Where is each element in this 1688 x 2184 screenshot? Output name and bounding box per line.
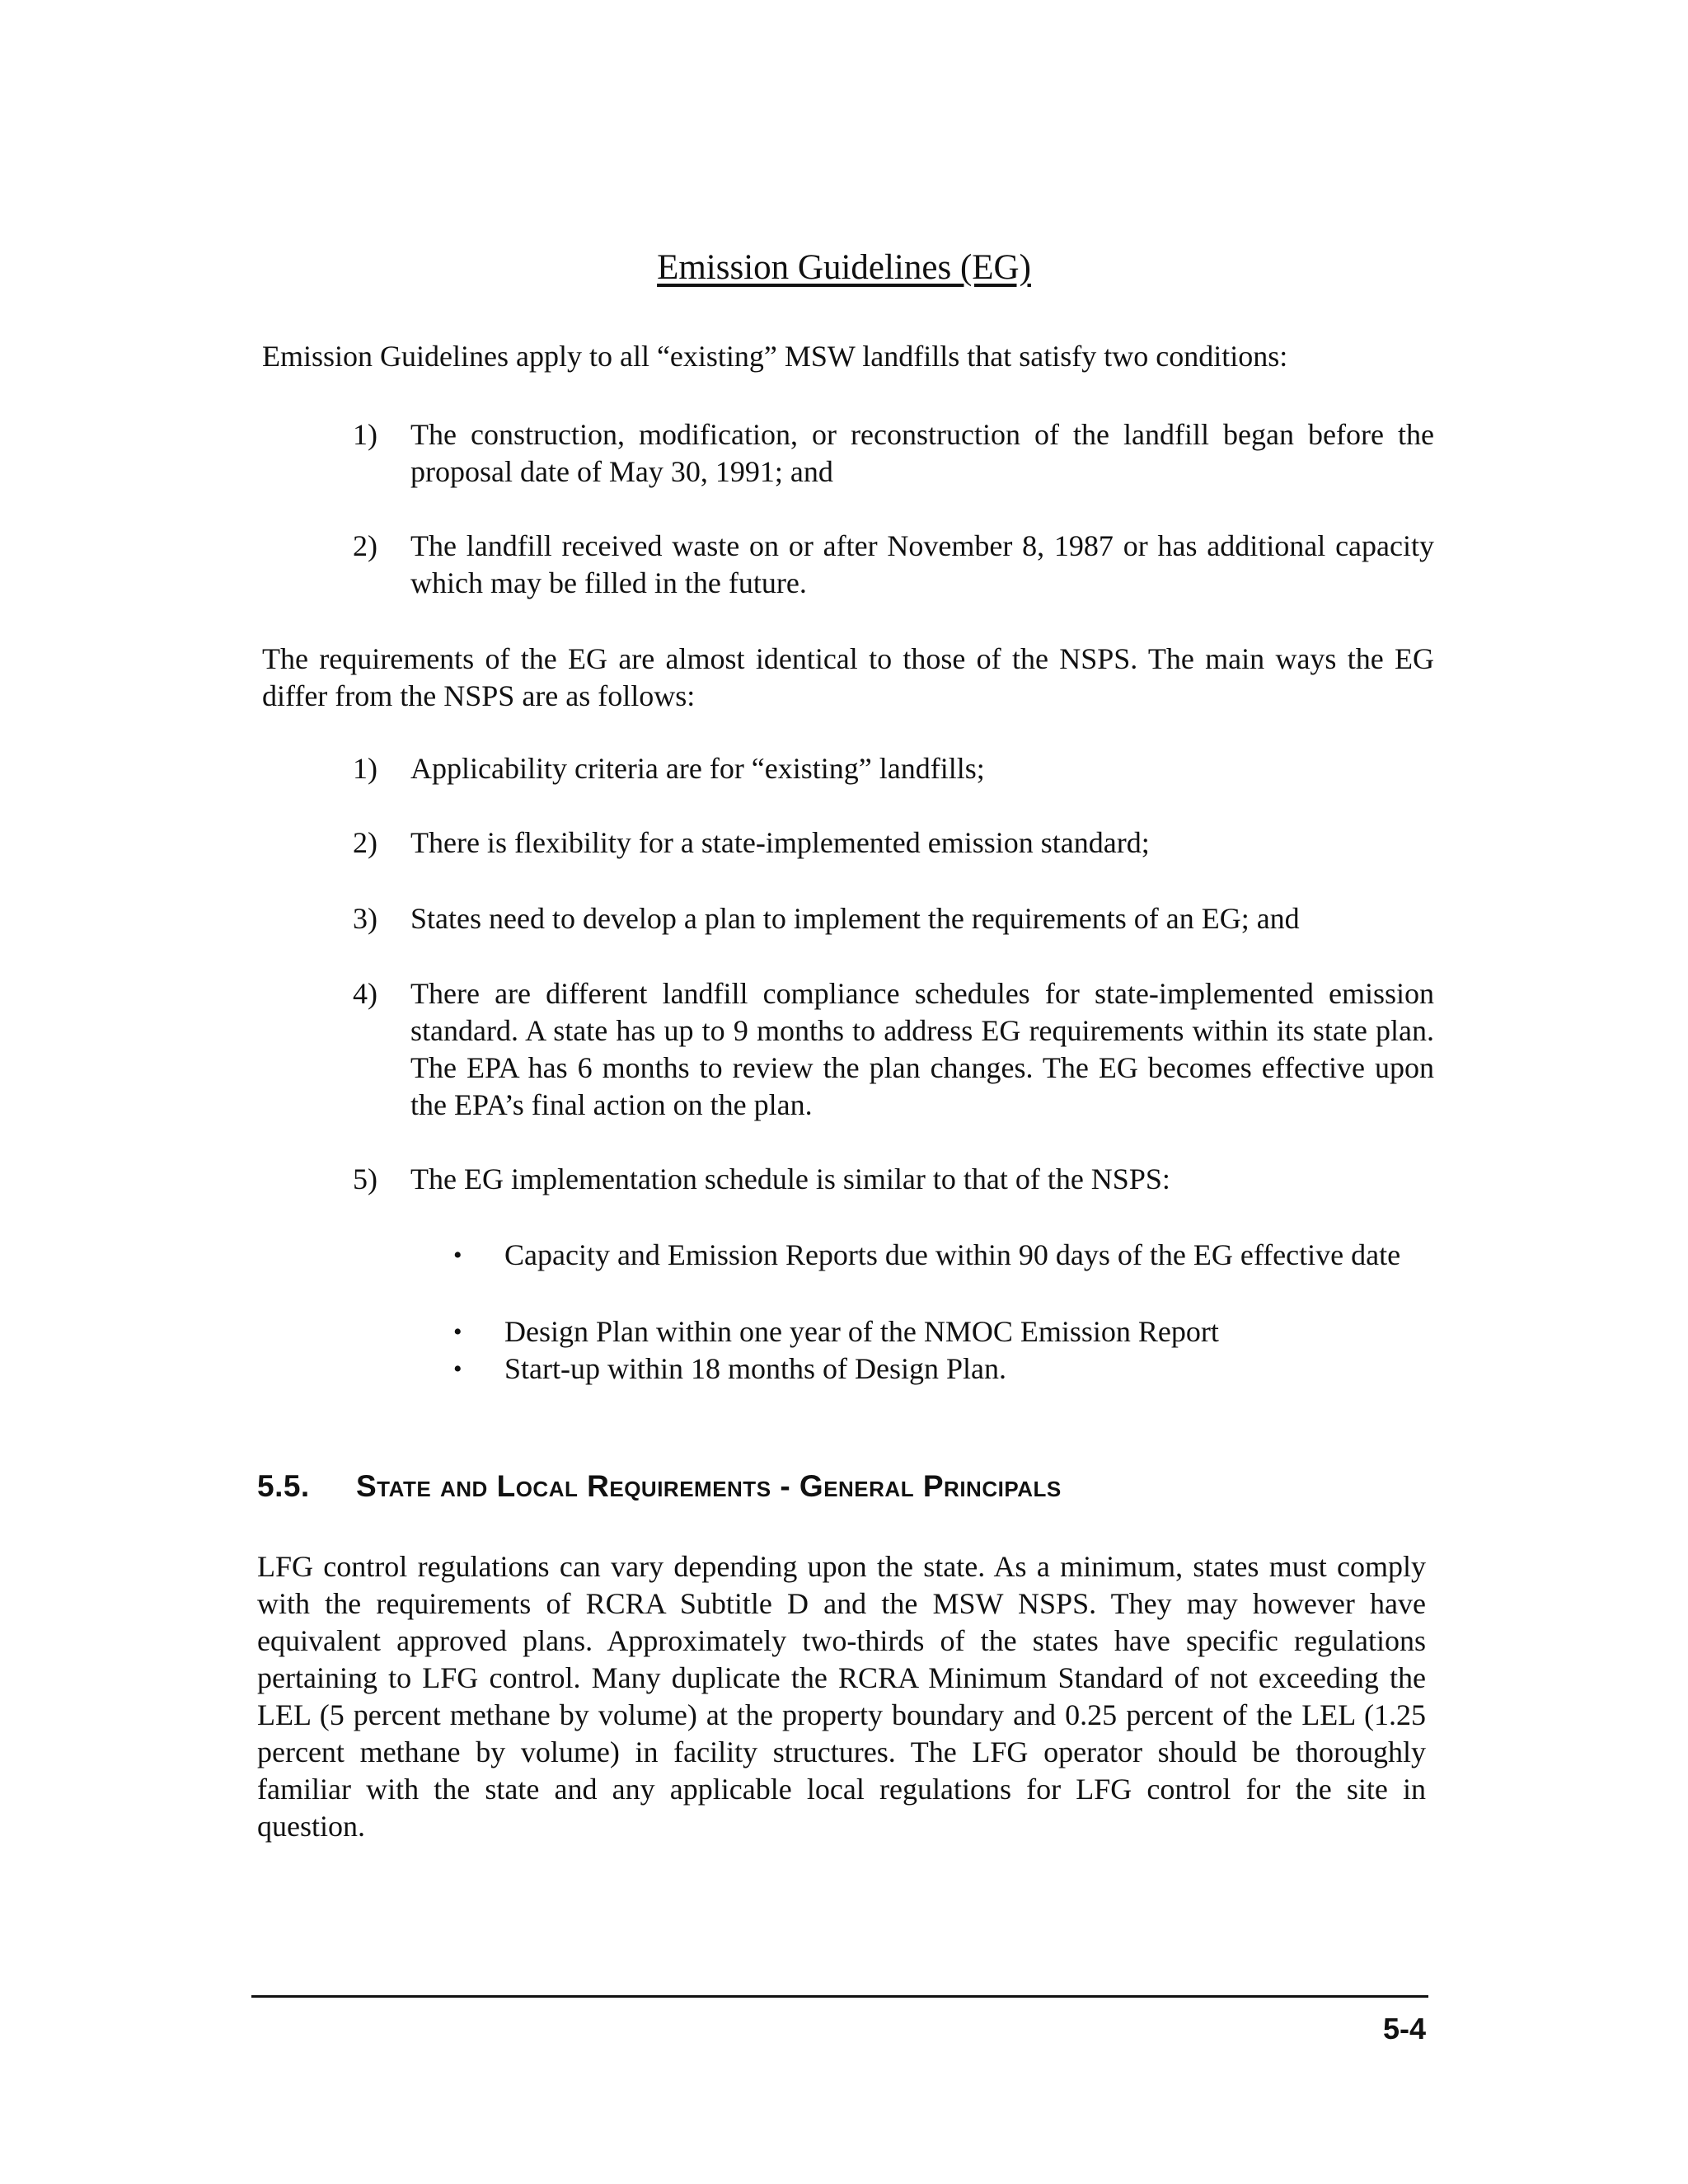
bullet-text: Capacity and Emission Reports due within 90 days of the EG effective date (504, 1238, 1401, 1271)
difference-text: There is flexibility for a state-implemented emission standard; (410, 826, 1150, 859)
schedule-bullet (453, 1313, 1434, 1350)
condition-number: 2) (353, 529, 377, 562)
condition-text: The construction, modification, or reconstruction of the landfill began before the proposal date of May 30, 1991; and (410, 418, 1434, 488)
condition-item (353, 416, 1434, 491)
difference-number: 5) (353, 1162, 377, 1195)
schedule-bullet (453, 1237, 1434, 1274)
condition-number: 1) (353, 418, 377, 451)
bullet-text: Start-up within 18 months of Design Plan. (504, 1352, 1006, 1385)
difference-number: 1) (353, 752, 377, 785)
intro-paragraph: Emission Guidelines apply to all “existing” MSW landfills that satisfy two conditions: (262, 340, 1288, 373)
difference-item (353, 1161, 1434, 1198)
comparison-paragraph: The requirements of the EG are almost identical to those of the NSPS. The main ways the EG differ from the NSPS are as follows: (262, 642, 1434, 712)
section-title: State and Local Requirements - General Principals (356, 1469, 1062, 1503)
bullet-icon: • (453, 1318, 462, 1346)
difference-number: 3) (353, 902, 377, 935)
footer-rule (251, 1995, 1428, 1998)
condition-item (353, 528, 1434, 602)
bullet-icon: • (453, 1355, 462, 1383)
difference-text: The EG implementation schedule is similar to that of the NSPS: (410, 1162, 1170, 1195)
difference-item (353, 900, 1434, 937)
page-title: Emission Guidelines (EG) (657, 248, 1031, 287)
difference-item (353, 975, 1434, 1124)
section-number: 5.5. (257, 1469, 310, 1503)
difference-text: There are different landfill compliance schedules for state-implemented emission standard. A state has up to 9 months to address EG requirements within its state plan. The EPA has 6 months to review the plan changes. The EG becomes effective upon the EPA’s final action on the plan. (410, 977, 1434, 1121)
schedule-bullet (453, 1350, 1434, 1388)
difference-text: States need to develop a plan to implement the requirements of an EG; and (410, 902, 1300, 935)
bullet-text: Design Plan within one year of the NMOC Emission Report (504, 1315, 1219, 1348)
difference-text: Applicability criteria are for “existing” landfills; (410, 752, 985, 785)
difference-item (353, 824, 1434, 862)
difference-number: 4) (353, 977, 377, 1010)
difference-item (353, 750, 1434, 787)
page-number: 5-4 (1382, 2012, 1426, 2045)
section-heading (257, 1469, 1062, 1504)
bullet-icon: • (453, 1242, 462, 1269)
condition-text: The landfill received waste on or after November 8, 1987 or has additional capacity which may be filled in the future. (410, 529, 1434, 599)
difference-number: 2) (353, 826, 377, 859)
section-body-paragraph: LFG control regulations can vary depending upon the state. As a minimum, states must comply with the requirements of RCRA Subtitle D and the MSW NSPS. They may however have equivalent approved plans. Approximately two-thirds of the states have specific regulations pertaining to LFG control. Many duplicate the RCRA Minimum Standard of not exceeding the LEL (5 percent methane by volume) at the property boundary and 0.25 percent of the LEL (1.25 percent methane by volume) in facility structures. The LFG operator should be thoroughly familiar with the state and any applicable local regulations for LFG control for the site in question. (257, 1550, 1426, 1843)
